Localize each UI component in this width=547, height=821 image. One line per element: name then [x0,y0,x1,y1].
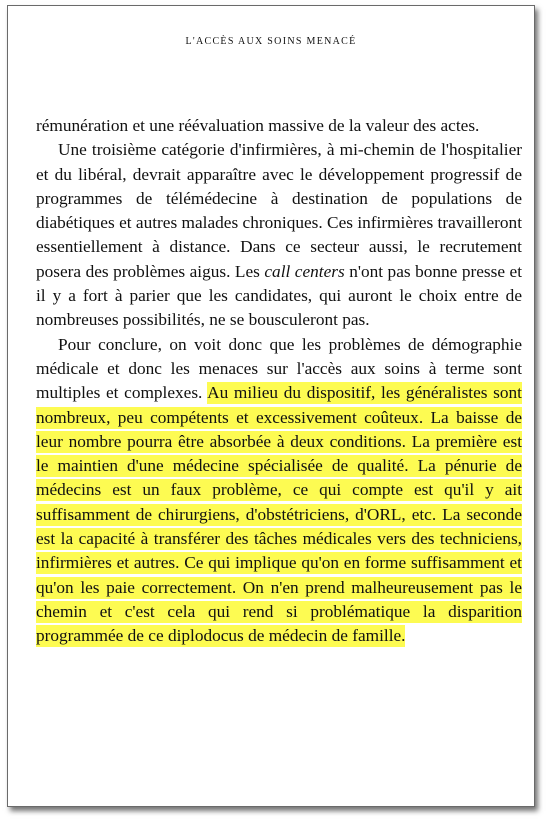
book-page [7,5,535,807]
paragraph-text: Pour conclure, on voit donc que les problèmes de démographie médicale et donc les menaces sur l'accès aux soins à terme sont multiples et complexes. [36,334,522,403]
paragraph-continuation: rémunération et une réévaluation massive de la valeur des actes. [36,116,480,135]
highlighted-passage: Au milieu du dispositif, les généralistes sont nombreux, peu compétents et excessivement coûteux. La baisse de leur nombre pourra être absorbée à deux conditions. La première est le maintien d'une médecine spécialisée de qualité. La pénurie de médecins est un faux problème, ce qui compte est qu'il y ait suffisamment de chirurgiens, d'obstétriciens, d'ORL, etc. La seconde est la capacité à transférer des tâches médicales vers des techniciens, infirmières et autres. Ce qui implique qu'on en forme suffisamment et qu'on les paie correctement. On n'en prend malheureusement pas le chemin et c'est cela qui rend si problématique la disparition programmée de ce diplodocus de médecin de famille. [36,383,522,646]
paragraph-text: Une troisième catégorie d'infirmières, à mi-chemin de l'hospitalier et du libéral, devrait apparaître avec le développement progressif de programmes de télémédecine à destination de populations de diabétiques et autres malades chroniques. Ces infirmières travailleront essentiellement à distance. Dans ce secteur aussi, le recrutement posera des problèmes aigus. Les [36,140,522,281]
paragraph-text: n'ont pas bonne presse et il y a fort à parier que les candidates, qui auront le choix entre de nombreuses possibilités, ne se bousculeront pas. [36,261,522,330]
paragraph-nurses [36,138,522,332]
running-header: L'ACCÈS AUX SOINS MENACÉ [185,36,357,47]
paragraph-conclusion [36,333,522,649]
italic-term: call centers [264,261,345,281]
page-body [36,114,522,649]
